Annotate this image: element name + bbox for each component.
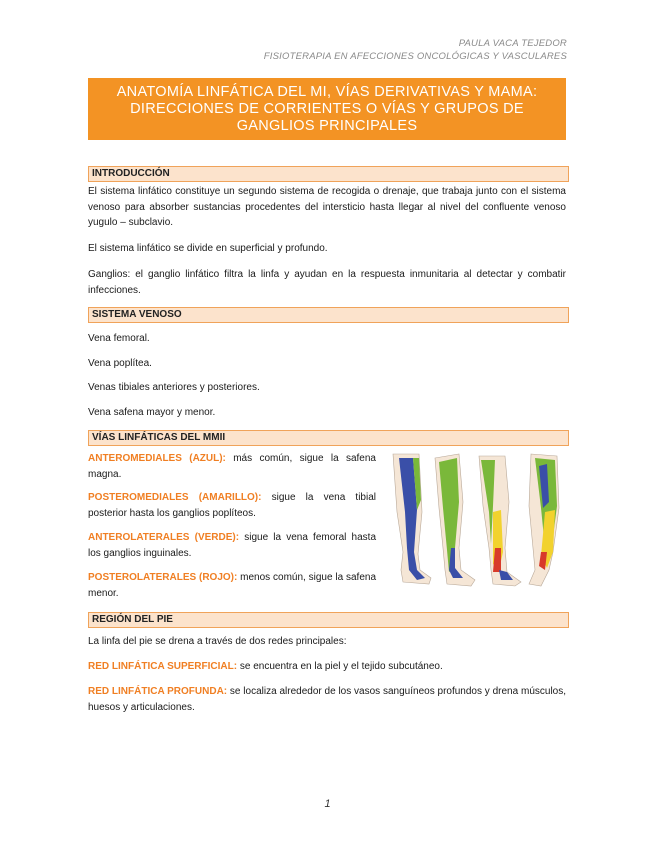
pie-intro: La linfa del pie se drena a través de dos redes principales: (88, 636, 347, 647)
via-posteromedial (88, 490, 376, 521)
course-name: FISIOTERAPIA EN AFECCIONES ONCOLÓGICAS Y VASCULARES (263, 51, 567, 62)
via-posteromedial-text: sigue la vena tibial posterior hasta los ganglios poplíteos. (88, 492, 377, 519)
section-heading-intro: INTRODUCCIÓN (88, 166, 569, 182)
venoso-item-1: Vena femoral. (88, 333, 150, 344)
section-heading-vias: VÍAS LINFÁTICAS DEL MMII (88, 430, 569, 446)
via-posteromedial-label: POSTEROMEDIALES (AMARILLO): (88, 492, 262, 503)
red-profunda-text: se localiza alrededor de los vasos sanguíneos profundos y drena músculos, huesos y articulaciones. (88, 686, 566, 713)
leg-anterior-view (393, 454, 431, 584)
title-banner (88, 78, 566, 140)
via-posterolateral-text: menos común, sigue la safena menor. (88, 572, 377, 599)
title-line-1: ANATOMÍA LINFÁTICA DEL MI, VÍAS DERIVATIVAS Y MAMA: (116, 83, 538, 100)
title-line-3: GANGLIOS PRINCIPALES (236, 117, 418, 134)
via-anterolateral (88, 530, 376, 561)
red-superficial-text: se encuentra en la piel y el tejido subcutáneo. (237, 661, 443, 672)
intro-paragraph-2: El sistema linfático se divide en superficial y profundo. (88, 243, 328, 254)
page-header (264, 37, 567, 63)
author-name: PAULA VACA TEJEDOR (458, 38, 567, 49)
leg-medial-view (529, 454, 559, 586)
venoso-item-3: Venas tibiales anteriores y posteriores. (88, 382, 260, 393)
red-profunda (88, 684, 566, 715)
intro-paragraph-1: El sistema linfático constituye un segundo sistema de recogida o drenaje, que trabaja junto con el sistema venoso para absorber sustancias procedentes del intersticio hasta llegar al nivel del confluente venoso yugulo – subclavio. (88, 186, 566, 228)
via-anterolateral-text: sigue la vena femoral hasta los ganglios inguinales. (88, 532, 377, 559)
section-heading-venoso: SISTEMA VENOSO (88, 307, 569, 323)
venoso-item-4: Vena safena mayor y menor. (88, 407, 216, 418)
via-anteromedial-text: más común, sigue la safena magna. (88, 453, 376, 480)
leg-lateral-view (435, 454, 475, 586)
via-anteromedial (88, 451, 376, 482)
via-posterolateral-label: POSTEROLATERALES (ROJO): (88, 572, 238, 583)
leg-posterior-view (479, 456, 521, 586)
red-superficial-label: RED LINFÁTICA SUPERFICIAL: (88, 661, 238, 672)
section-heading-pie: REGIÓN DEL PIE (88, 612, 569, 628)
red-profunda-label: RED LINFÁTICA PROFUNDA: (88, 686, 228, 697)
red-superficial (88, 659, 566, 675)
lymphatic-legs-illustration (389, 452, 565, 590)
venoso-item-2: Vena poplítea. (88, 358, 152, 369)
via-anteromedial-label: ANTEROMEDIALES (AZUL): (88, 453, 226, 464)
via-anterolateral-label: ANTEROLATERALES (VERDE): (88, 532, 240, 543)
page-number: 1 (324, 798, 331, 810)
via-posterolateral (88, 570, 376, 601)
title-line-2: DIRECCIONES DE CORRIENTES O VÍAS Y GRUPOS DE (130, 100, 524, 117)
intro-paragraph-3: Ganglios: el ganglio linfático filtra la linfa y ayudan en la respuesta inmunitaria al detectar y combatir infecciones. (88, 269, 566, 296)
